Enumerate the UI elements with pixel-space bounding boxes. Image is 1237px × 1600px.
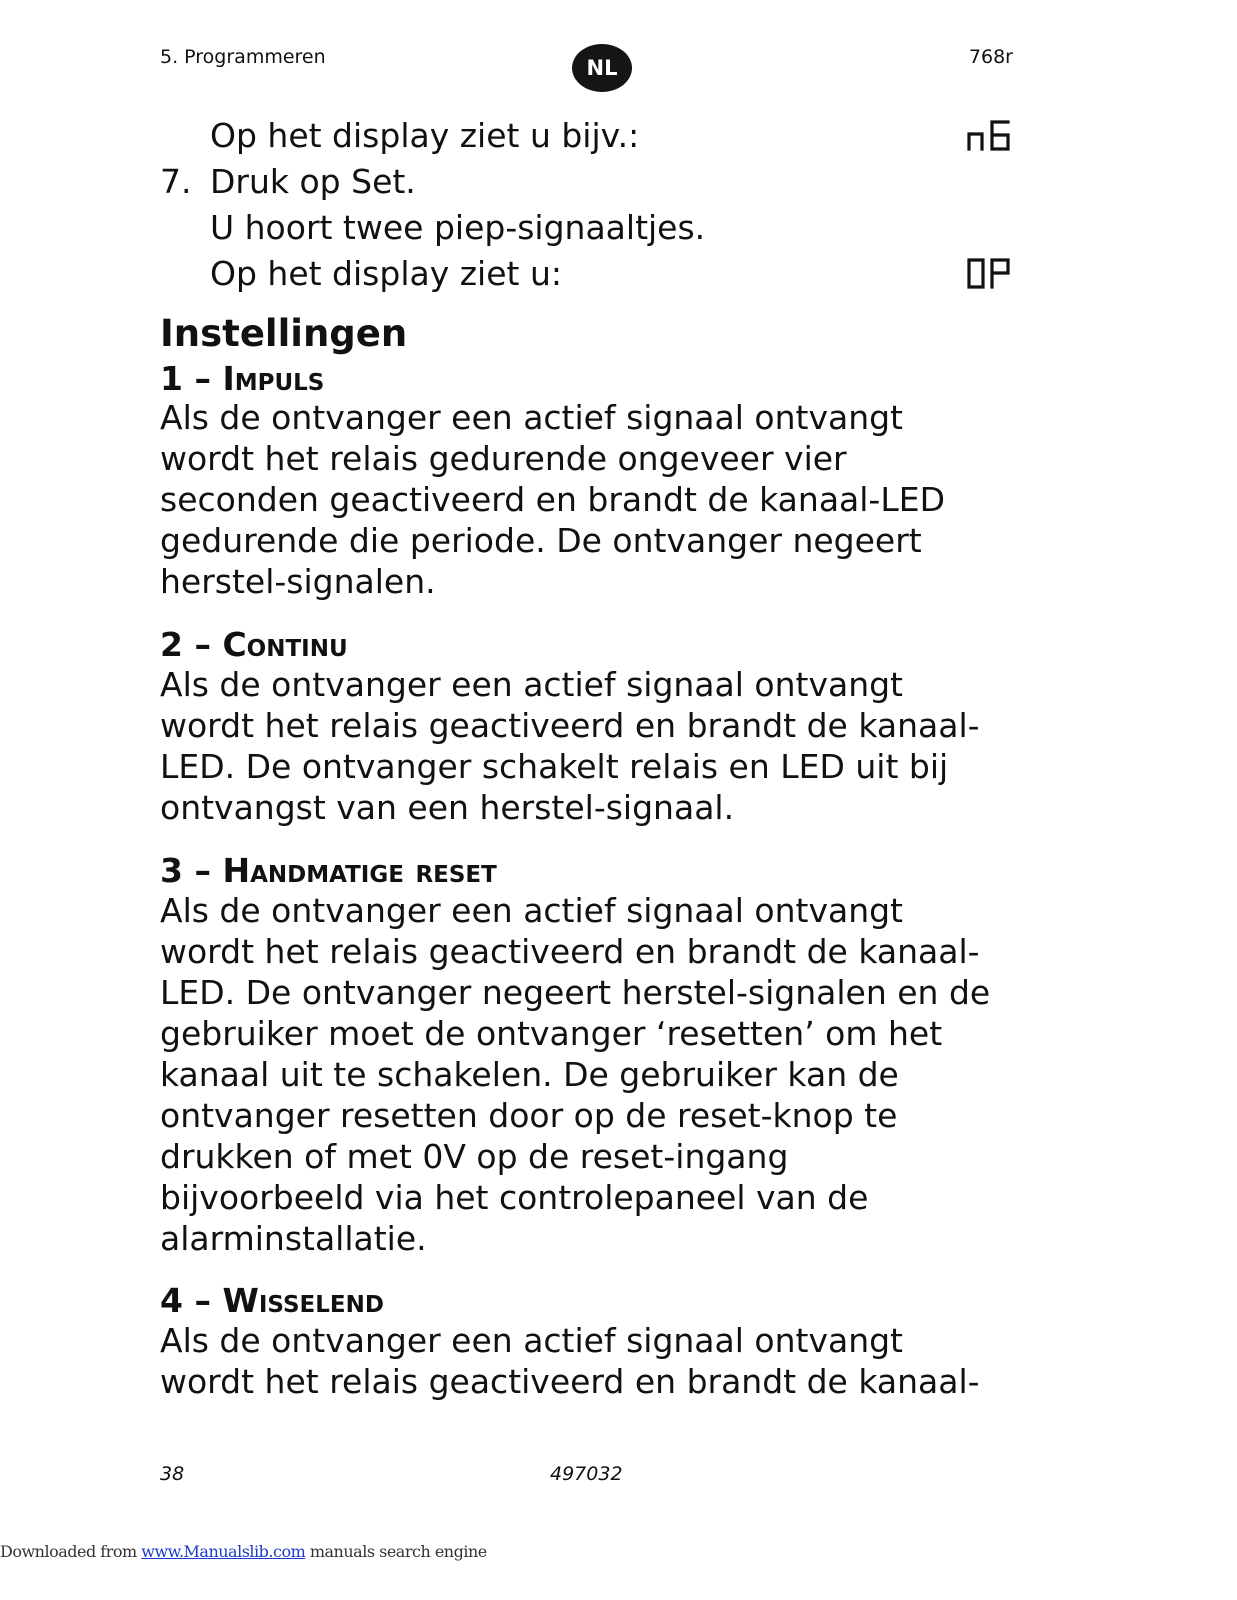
step-text: Druk op Set. <box>210 162 416 201</box>
step-line <box>160 113 1040 159</box>
text-line: alarminstallatie. <box>160 1219 427 1258</box>
step-line <box>160 205 1040 251</box>
text-line: Als de ontvanger een actief signaal ontvangt <box>160 1321 903 1360</box>
header-model: 768r <box>968 46 1013 68</box>
text-line: LED. De ontvanger schakelt relais en LED uit bij <box>160 747 949 786</box>
text-line: kanaal uit te schakelen. De gebruiker kan de <box>160 1055 899 1094</box>
document-number: 497032 <box>550 1463 623 1485</box>
download-banner <box>0 1542 487 1561</box>
setting-prefix: 4 – <box>160 1281 223 1320</box>
setting-description <box>160 664 1020 828</box>
setting-description <box>160 1320 1020 1402</box>
step-text: U hoort twee piep-signaaltjes. <box>210 208 706 247</box>
step-number: 7. <box>160 162 192 201</box>
language-badge: NL <box>572 44 632 92</box>
text-line: Als de ontvanger een actief signaal ontvangt <box>160 398 903 437</box>
download-suffix: manuals search engine <box>305 1542 487 1561</box>
text-line: wordt het relais geactiveerd en brandt de kanaal- <box>160 1362 980 1401</box>
setting-name: Handmatige reset <box>222 851 497 890</box>
text-line: Als de ontvanger een actief signaal ontvangt <box>160 891 903 930</box>
seven-segment-icon <box>966 257 1012 289</box>
setting-prefix: 2 – <box>160 625 223 664</box>
text-line: ontvanger resetten door op de reset-knop te <box>160 1096 898 1135</box>
text-line: gedurende die periode. De ontvanger negeert <box>160 521 922 560</box>
step-line <box>160 159 1040 205</box>
seven-segment-icon <box>966 119 1012 151</box>
setting-prefix: 1 – <box>160 359 223 398</box>
step-text: Op het display ziet u: <box>210 254 562 293</box>
setting-heading <box>160 358 324 399</box>
step-text: Op het display ziet u bijv.: <box>210 116 640 155</box>
header-section: 5. Programmeren <box>160 46 326 68</box>
text-line: Als de ontvanger een actief signaal ontvangt <box>160 665 903 704</box>
text-line: wordt het relais gedurende ongeveer vier <box>160 439 847 478</box>
download-prefix: Downloaded from <box>0 1542 142 1561</box>
text-line: seconden geactiveerd en brandt de kanaal-LED <box>160 480 945 519</box>
lcd-display-ng <box>966 119 1012 151</box>
text-line: herstel-signalen. <box>160 562 436 601</box>
step-list <box>160 113 1040 297</box>
text-line: LED. De ontvanger negeert herstel-signalen en de <box>160 973 991 1012</box>
setting-heading <box>160 624 348 665</box>
manualslib-link[interactable]: www.Manualslib.com <box>141 1542 306 1561</box>
text-line: wordt het relais geactiveerd en brandt de kanaal- <box>160 932 980 971</box>
setting-heading <box>160 850 497 891</box>
lcd-display-op <box>966 257 1012 289</box>
text-line: drukken of met 0V op de reset-ingang <box>160 1137 789 1176</box>
text-line: gebruiker moet de ontvanger ‘resetten’ om het <box>160 1014 943 1053</box>
setting-description <box>160 397 1020 602</box>
setting-name: Impuls <box>222 359 325 398</box>
step-line <box>160 251 1040 297</box>
page-number: 38 <box>160 1463 185 1485</box>
setting-description <box>160 890 1020 1259</box>
text-line: bijvoorbeeld via het controlepaneel van de <box>160 1178 869 1217</box>
section-title: Instellingen <box>160 312 408 355</box>
setting-prefix: 3 – <box>160 851 223 890</box>
text-line: wordt het relais geactiveerd en brandt de kanaal- <box>160 706 980 745</box>
setting-heading <box>160 1280 384 1321</box>
setting-name: Wisselend <box>222 1281 384 1320</box>
setting-name: Continu <box>222 625 348 664</box>
text-line: ontvangst van een herstel-signaal. <box>160 788 735 827</box>
